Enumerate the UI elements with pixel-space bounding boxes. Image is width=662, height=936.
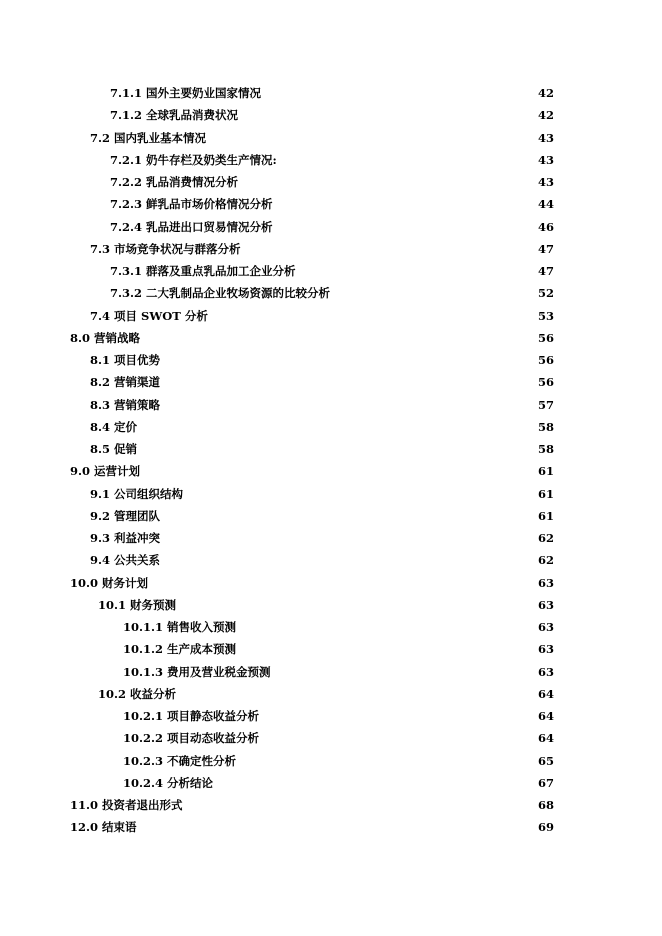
toc-entry[interactable]	[0, 149, 662, 171]
toc-entry-text: 群落及重点乳品加工企业分析	[146, 264, 296, 278]
toc-entry-page-number: 63	[537, 642, 554, 657]
toc-entry-title	[110, 149, 277, 171]
toc-entry-text: 不确定性分析	[167, 753, 237, 768]
toc-entry-text: 分析结论	[167, 775, 214, 790]
toc-entry-title	[123, 727, 259, 749]
toc-entry-number: 12.0	[70, 820, 99, 835]
toc-entry-text: 收益分析	[130, 686, 177, 701]
toc-entry-text: 鲜乳品市场价格情况分析	[146, 197, 273, 212]
toc-entry-page-number: 62	[537, 553, 554, 568]
toc-entry-title	[123, 705, 259, 727]
toc-entry-page-number: 58	[537, 419, 554, 434]
toc-entry-title	[90, 127, 206, 149]
toc-entry-title	[90, 371, 160, 393]
toc-entry-text: 项目静态收益分析	[167, 709, 260, 723]
toc-entry-number: 7.3	[90, 241, 111, 256]
toc-entry-number: 10.1.3	[123, 664, 164, 679]
toc-entry-title	[90, 394, 160, 416]
toc-entry-number: 7.3.2	[110, 286, 143, 301]
toc-entry-page-number: 43	[537, 175, 554, 189]
toc-entry-text: 营销策略	[114, 397, 161, 412]
toc-entry[interactable]	[0, 438, 662, 460]
toc-entry-title	[90, 527, 160, 549]
toc-entry[interactable]	[0, 661, 662, 683]
toc-entry-title	[90, 438, 137, 460]
toc-entry-text: 国内乳业基本情况	[114, 130, 207, 145]
toc-entry-text: 费用及营业税金预测	[167, 664, 271, 679]
toc-entry-title	[110, 104, 238, 126]
toc-entry-number: 9.3	[90, 531, 111, 545]
toc-entry[interactable]	[0, 549, 662, 571]
toc-entry[interactable]	[0, 527, 662, 549]
toc-entry-page-number: 63	[537, 597, 554, 612]
toc-entry-page-number: 63	[537, 575, 554, 590]
toc-entry[interactable]	[0, 483, 662, 505]
toc-entry[interactable]	[0, 104, 662, 126]
toc-entry-page-number: 53	[537, 308, 554, 323]
toc-entry-title	[123, 638, 236, 660]
toc-entry[interactable]	[0, 638, 662, 660]
toc-entry-title	[98, 683, 176, 705]
toc-entry-text: 定价	[114, 419, 138, 434]
toc-entry[interactable]	[0, 349, 662, 371]
toc-entry-page-number: 61	[537, 464, 554, 479]
toc-entry-page-number: 64	[537, 709, 554, 723]
toc-entry-page-number: 43	[537, 152, 554, 167]
toc-entry-page-number: 42	[537, 86, 554, 100]
toc-entry-page-number: 64	[537, 686, 554, 701]
toc-entry-number: 10.2.1	[123, 709, 164, 723]
toc-entry[interactable]	[0, 193, 662, 215]
toc-entry[interactable]	[0, 616, 662, 638]
toc-entry-page-number: 46	[537, 219, 554, 234]
toc-entry-title	[90, 483, 183, 505]
toc-entry-text: 营销渠道	[114, 375, 161, 390]
toc-entry-number: 10.2.4	[123, 775, 164, 790]
toc-entry-text: 生产成本预测	[167, 642, 237, 657]
toc-entry-text: 项目优势	[114, 353, 161, 367]
toc-entry-text: 投资者退出形式	[102, 798, 183, 812]
toc-entry-number: 8.3	[90, 397, 111, 412]
toc-entry-text: 利益冲突	[114, 531, 161, 545]
toc-entry-title	[70, 794, 183, 816]
toc-entry-text: 奶牛存栏及奶类生产情况:	[146, 152, 277, 167]
toc-entry-text: 结束语	[102, 820, 137, 835]
toc-entry-number: 9.0	[70, 464, 91, 479]
toc-entry-number: 7.3.1	[110, 264, 143, 278]
toc-entry-text: 二大乳制品企业牧场资源的比较分析	[146, 286, 331, 301]
toc-entry-title	[90, 238, 241, 260]
toc-entry-number: 7.2.1	[110, 152, 143, 167]
toc-entry-text: 促销	[114, 442, 138, 456]
toc-entry[interactable]	[0, 750, 662, 772]
toc-entry-number: 8.2	[90, 375, 111, 390]
toc-entry[interactable]	[0, 327, 662, 349]
toc-entry[interactable]	[0, 394, 662, 416]
toc-entry[interactable]	[0, 794, 662, 816]
toc-entry[interactable]	[0, 727, 662, 749]
toc-entry[interactable]	[0, 594, 662, 616]
toc-entry-number: 7.2.2	[110, 175, 143, 189]
toc-entry-page-number: 65	[537, 753, 554, 768]
toc-entry[interactable]	[0, 416, 662, 438]
toc-entry[interactable]	[0, 683, 662, 705]
toc-entry-number: 7.4	[90, 308, 111, 323]
toc-entry-title	[90, 349, 160, 371]
toc-entry-number: 7.2	[90, 130, 111, 145]
toc-entry-title	[90, 416, 137, 438]
toc-entry-number: 10.2	[98, 686, 127, 701]
toc-entry[interactable]	[0, 260, 662, 282]
toc-entry-page-number: 56	[537, 375, 554, 390]
toc-entry[interactable]	[0, 305, 662, 327]
toc-entry-text: 国外主要奶业国家情况	[146, 86, 262, 100]
toc-entry-title	[123, 661, 271, 683]
toc-entry-title	[70, 572, 148, 594]
toc-entry-number: 9.4	[90, 553, 111, 568]
toc-entry-number: 10.0	[70, 575, 99, 590]
toc-entry[interactable]	[0, 772, 662, 794]
toc-entry-text: 管理团队	[114, 508, 161, 523]
toc-entry-number: 7.2.3	[110, 197, 143, 212]
toc-entry-title	[90, 505, 160, 527]
toc-entry-number: 8.0	[70, 330, 91, 345]
toc-entry-page-number: 56	[537, 353, 554, 367]
toc-entry-page-number: 47	[537, 241, 554, 256]
toc-entry-number: 8.5	[90, 442, 111, 456]
toc-entry-number: 8.4	[90, 419, 111, 434]
toc-entry-page-number: 68	[537, 798, 554, 812]
toc-entry-page-number: 47	[537, 264, 554, 278]
toc-entry-page-number: 58	[537, 442, 554, 456]
toc-entry-text: 乳品进出口贸易情况分析	[146, 219, 273, 234]
toc-entry-page-number: 63	[537, 664, 554, 679]
toc-entry[interactable]	[0, 127, 662, 149]
toc-entry-page-number: 42	[537, 108, 554, 123]
toc-entry-page-number: 67	[537, 775, 554, 790]
toc-entry[interactable]	[0, 705, 662, 727]
toc-entry[interactable]	[0, 216, 662, 238]
toc-entry-title	[110, 193, 273, 215]
toc-entry-text: 全球乳品消费状况	[146, 108, 239, 123]
table-of-contents	[0, 82, 662, 839]
toc-entry-number: 9.1	[90, 486, 111, 501]
toc-entry-number: 9.2	[90, 508, 111, 523]
toc-entry[interactable]	[0, 572, 662, 594]
toc-entry-text: 营销战略	[94, 330, 141, 345]
toc-entry-title	[70, 816, 137, 838]
toc-entry-title	[70, 460, 140, 482]
toc-entry-page-number: 63	[537, 620, 554, 634]
toc-entry-text: 公司组织结构	[114, 486, 184, 501]
toc-entry-text: 项目动态收益分析	[167, 731, 260, 746]
toc-entry-title	[110, 216, 273, 238]
toc-entry-title	[110, 260, 296, 282]
toc-entry-number: 7.1.2	[110, 108, 143, 123]
toc-entry-page-number: 52	[537, 286, 554, 301]
toc-entry-page-number: 61	[537, 486, 554, 501]
toc-entry-title	[110, 171, 238, 193]
toc-entry-number: 7.1.1	[110, 86, 143, 100]
toc-entry-page-number: 44	[537, 197, 554, 212]
toc-entry[interactable]	[0, 371, 662, 393]
toc-entry[interactable]	[0, 460, 662, 482]
toc-entry-number: 10.2.3	[123, 753, 164, 768]
toc-entry-number: 10.1.2	[123, 642, 164, 657]
toc-entry-page-number: 62	[537, 531, 554, 545]
toc-entry-text: 销售收入预测	[167, 620, 237, 634]
toc-entry-text: 市场竞争状况与群落分析	[114, 241, 241, 256]
toc-entry[interactable]	[0, 171, 662, 193]
toc-entry[interactable]	[0, 82, 662, 104]
toc-entry-page-number: 57	[537, 397, 554, 412]
toc-entry-text: 项目 SWOT 分析	[114, 308, 208, 323]
toc-entry-number: 10.1	[98, 597, 127, 612]
toc-entry-text: 运营计划	[94, 464, 141, 479]
toc-entry-title	[98, 594, 176, 616]
toc-entry-number: 7.2.4	[110, 219, 143, 234]
toc-entry-title	[90, 305, 208, 327]
toc-entry-page-number: 61	[537, 508, 554, 523]
toc-entry[interactable]	[0, 238, 662, 260]
toc-entry-title	[90, 549, 160, 571]
toc-entry-text: 乳品消费情况分析	[146, 175, 239, 189]
toc-entry-text: 财务预测	[130, 597, 177, 612]
toc-entry-title	[110, 82, 261, 104]
toc-entry-title	[110, 282, 330, 304]
toc-entry-title	[123, 616, 236, 638]
toc-entry[interactable]	[0, 505, 662, 527]
toc-entry-page-number: 43	[537, 130, 554, 145]
toc-entry[interactable]	[0, 816, 662, 838]
toc-entry-text: 公共关系	[114, 553, 161, 568]
toc-entry-title	[123, 772, 213, 794]
toc-entry-page-number: 69	[537, 820, 554, 835]
toc-entry-title	[123, 750, 236, 772]
toc-entry-page-number: 64	[537, 731, 554, 746]
toc-entry-page-number: 56	[537, 330, 554, 345]
toc-entry-text: 财务计划	[102, 575, 149, 590]
toc-entry-number: 10.1.1	[123, 620, 164, 634]
toc-entry-number: 11.0	[70, 798, 99, 812]
toc-entry-number: 8.1	[90, 353, 111, 367]
toc-entry[interactable]	[0, 282, 662, 304]
toc-entry-number: 10.2.2	[123, 731, 164, 746]
toc-entry-title	[70, 327, 140, 349]
